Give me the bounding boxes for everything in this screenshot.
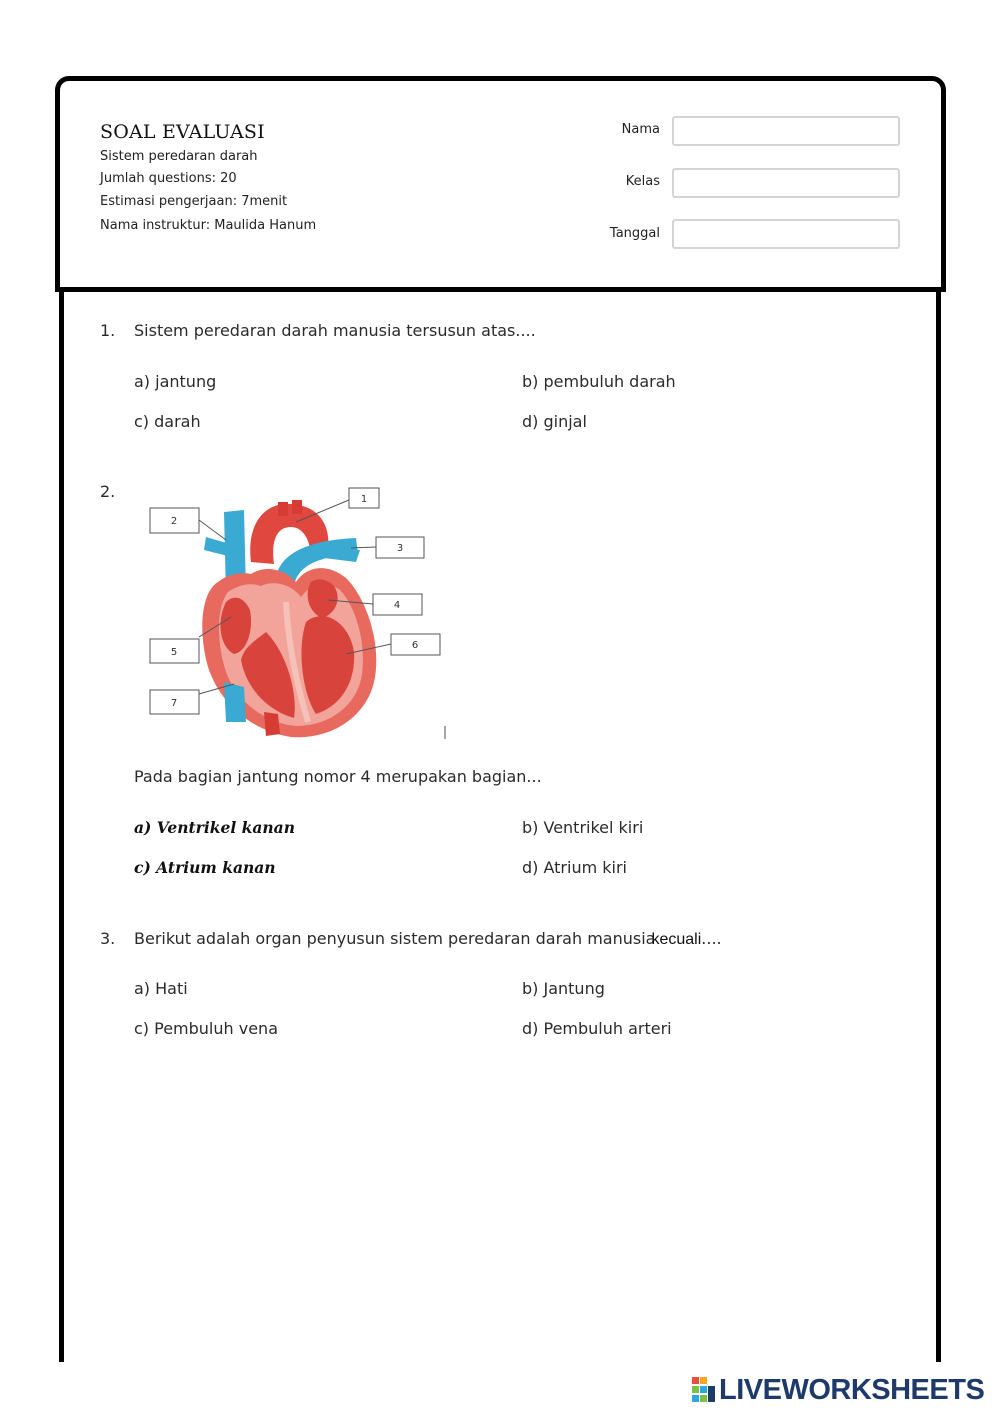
instructor-name: Nama instruktur: Maulida Hanum [100, 218, 317, 233]
question-2-option-a[interactable]: a) Ventrikel kanan [134, 818, 295, 837]
question-3-option-c[interactable]: c) Pembuluh vena [134, 1019, 278, 1038]
label-text-1: 1 [360, 494, 368, 505]
aorta-branch [292, 500, 302, 514]
frame-right-border [936, 290, 941, 1362]
question-3-option-a[interactable]: a) Hati [134, 979, 188, 998]
question-3-text [134, 929, 722, 949]
class-input[interactable] [672, 168, 900, 198]
class-label: Kelas [625, 174, 660, 189]
name-label: Nama [621, 122, 660, 137]
label-text-4: 4 [393, 600, 401, 611]
pulmonary-artery-branch [324, 548, 360, 562]
label-text-7: 7 [170, 698, 178, 709]
label-text-2: 2 [170, 516, 178, 527]
question-count: Jumlah questions: 20 [100, 171, 237, 186]
question-1-option-c[interactable]: c) darah [134, 412, 201, 431]
question-1-number: 1. [100, 321, 116, 340]
aorta-branch [278, 502, 288, 516]
liveworksheets-logo[interactable] [692, 1372, 984, 1408]
worksheet-title: SOAL EVALUASI [100, 121, 265, 143]
question-2-option-c[interactable]: c) Atrium kanan [134, 858, 276, 877]
liveworksheets-brand: LIVEWORKSHEETS [719, 1373, 985, 1406]
frame-left-border [59, 290, 64, 1362]
question-1-text: Sistem peredaran darah manusia tersusun atas.... [134, 321, 536, 340]
question-2-option-d[interactable]: d) Atrium kiri [522, 858, 627, 877]
name-input[interactable] [672, 116, 900, 146]
label-text-5: 5 [170, 647, 178, 658]
heart-diagram [146, 482, 456, 744]
question-2-text: Pada bagian jantung nomor 4 merupakan bagian... [134, 767, 542, 786]
time-estimate: Estimasi pengerjaan: 7menit [100, 194, 288, 209]
question-3-number: 3. [100, 929, 116, 948]
question-1-option-a[interactable]: a) jantung [134, 372, 217, 391]
aorta-descending [264, 712, 280, 736]
liveworksheets-logo-icon [692, 1377, 716, 1403]
question-3-ellipsis: .... [701, 929, 722, 948]
vena-cava-inferior [224, 682, 246, 722]
question-2-option-b[interactable]: b) Ventrikel kiri [522, 818, 644, 837]
label-text-3: 3 [396, 543, 404, 554]
question-1-option-b[interactable]: b) pembuluh darah [522, 372, 676, 391]
date-input[interactable] [672, 219, 900, 249]
question-3-text-main: Berikut adalah organ penyusun sistem peredaran darah manusia [134, 929, 656, 948]
question-3-emphasis: kecuali [651, 931, 702, 948]
question-2-number: 2. [100, 482, 116, 501]
date-label: Tanggal [609, 226, 660, 241]
worksheet-subtitle: Sistem peredaran darah [100, 149, 258, 164]
label-text-6: 6 [411, 640, 419, 651]
question-1-option-d[interactable]: d) ginjal [522, 412, 587, 431]
label-2-line [199, 520, 226, 540]
question-3-option-d[interactable]: d) Pembuluh arteri [522, 1019, 672, 1038]
question-3-option-b[interactable]: b) Jantung [522, 979, 605, 998]
